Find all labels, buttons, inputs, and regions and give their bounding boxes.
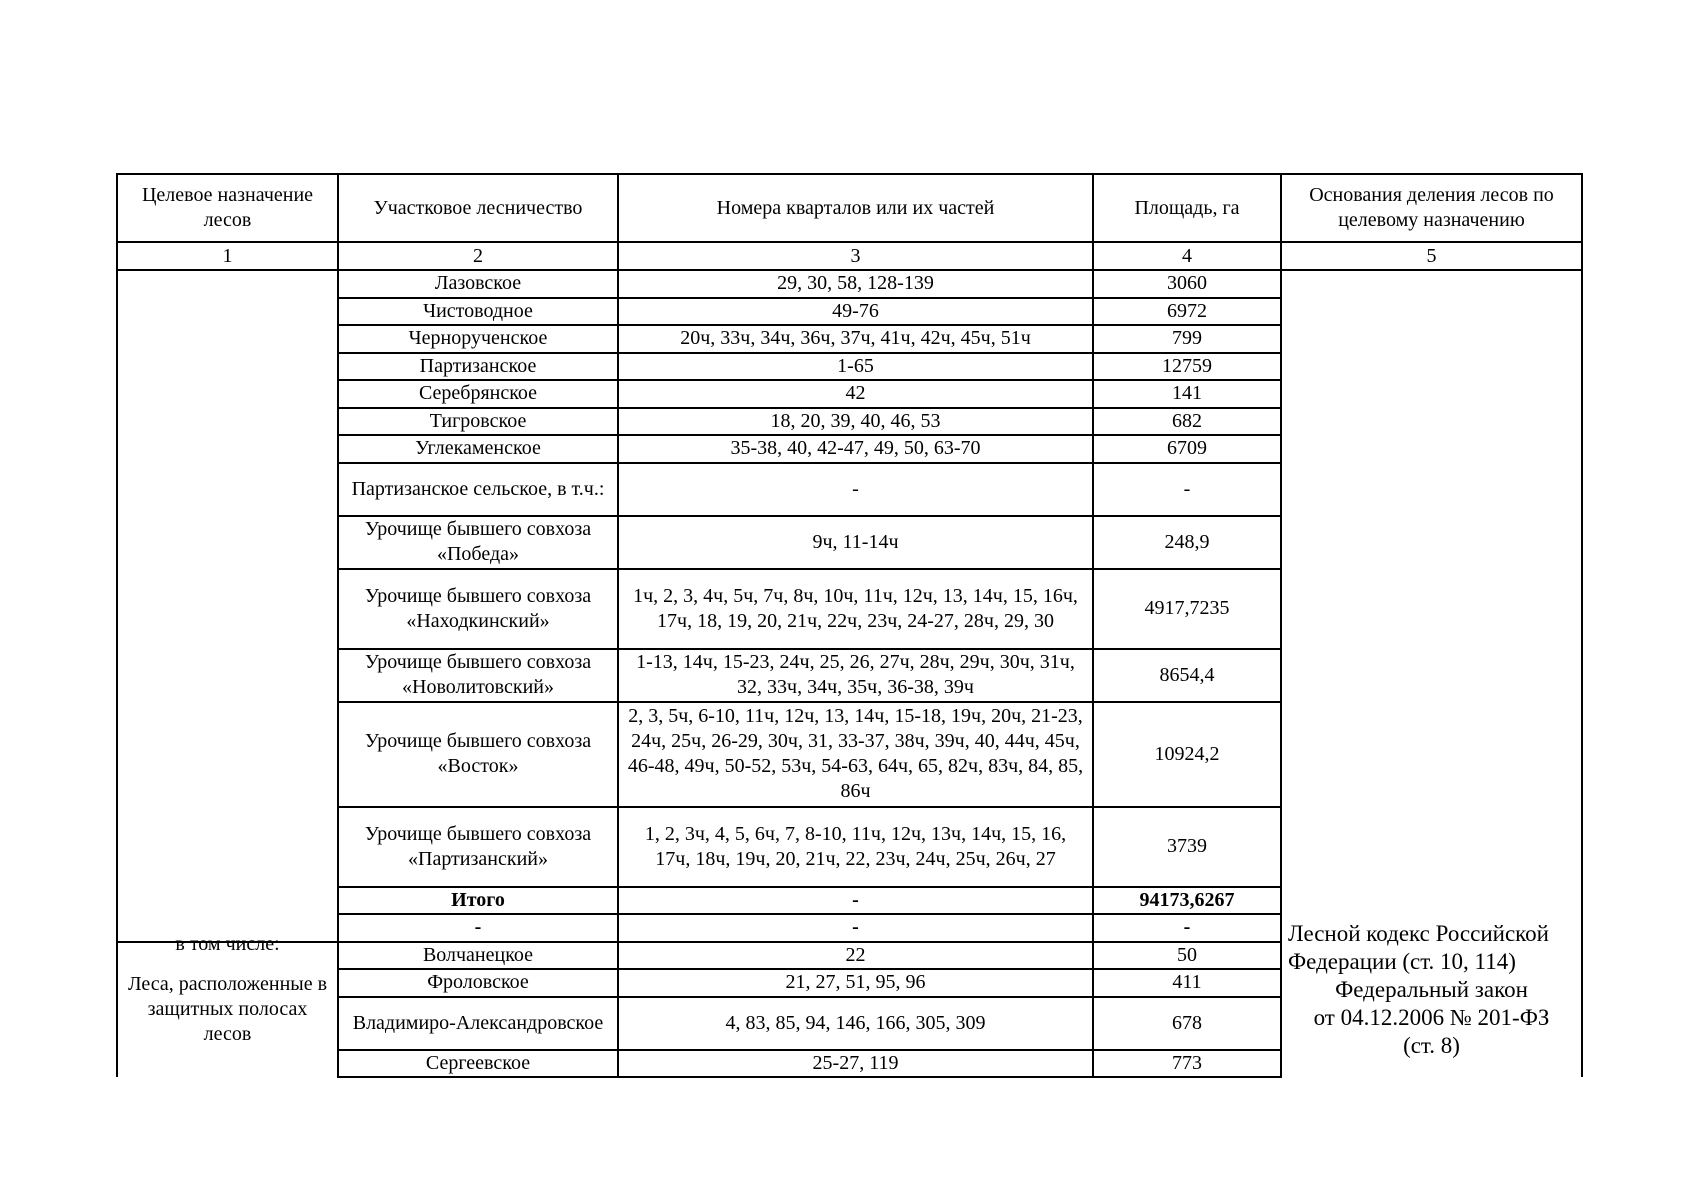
area-cell: 682 <box>1093 408 1281 436</box>
quarters-cell: 20ч, 33ч, 34ч, 36ч, 37ч, 41ч, 42ч, 45ч, 51ч <box>618 325 1093 353</box>
forestry-cell: Фроловское <box>338 969 618 997</box>
forestry-cell: Лазовское <box>338 270 618 298</box>
column-number: 5 <box>1281 242 1582 270</box>
area-cell: 10924,2 <box>1093 702 1281 807</box>
total-quarters: - <box>618 887 1093 915</box>
header-basis: Основания деления лесов по целевому назначению <box>1281 174 1582 242</box>
header-row <box>117 174 1582 242</box>
area-cell: 411 <box>1093 969 1281 997</box>
area-cell: 6972 <box>1093 298 1281 326</box>
including-forestry: - <box>338 914 618 942</box>
including-area: - <box>1093 914 1281 942</box>
header-forestry: Участковое лесничество <box>338 174 618 242</box>
forestry-cell: Углекаменское <box>338 435 618 463</box>
header-quarters: Номера кварталов или их частей <box>618 174 1093 242</box>
purpose-cell-empty <box>117 270 338 942</box>
basis-line: Лесной кодекс Российской <box>1288 921 1549 946</box>
forestry-cell: Урочище бывшего совхоза «Новолитовский» <box>338 649 618 702</box>
forestry-cell: Чистоводное <box>338 298 618 326</box>
area-cell: 678 <box>1093 997 1281 1050</box>
quarters-cell: 1ч, 2, 3, 4ч, 5ч, 7ч, 8ч, 10ч, 11ч, 12ч, 13, 14ч, 15, 16ч, 17ч, 18, 19, 20, 21ч, 22ч, 23ч, 24-27, 28ч, 29, 30 <box>618 569 1093 649</box>
quarters-cell: 1-13, 14ч, 15-23, 24ч, 25, 26, 27ч, 28ч, 29ч, 30ч, 31ч, 32, 33ч, 34ч, 35ч, 36-38, 39ч <box>618 649 1093 702</box>
area-cell: 4917,7235 <box>1093 569 1281 649</box>
forestry-cell: Партизанское <box>338 353 618 381</box>
including-quarters: - <box>618 914 1093 942</box>
forestry-cell: Серебрянское <box>338 380 618 408</box>
forestry-cell: Урочище бывшего совхоза «Находкинский» <box>338 569 618 649</box>
quarters-cell: 25-27, 119 <box>618 1050 1093 1078</box>
forest-division-table <box>116 173 1583 1078</box>
area-cell: 773 <box>1093 1050 1281 1078</box>
total-label: Итого <box>338 887 618 915</box>
forestry-cell: Владимиро-Александровское <box>338 997 618 1050</box>
total-area: 94173,6267 <box>1093 887 1281 915</box>
forestry-cell: Урочище бывшего совхоза «Партизанский» <box>338 807 618 887</box>
quarters-cell: 1, 2, 3ч, 4, 5, 6ч, 7, 8-10, 11ч, 12ч, 13ч, 14ч, 15, 16, 17ч, 18ч, 19ч, 20, 21ч, 22, 23ч, 24ч, 25ч, 26ч, 27 <box>618 807 1093 887</box>
quarters-cell: 42 <box>618 380 1093 408</box>
quarters-cell: 18, 20, 39, 40, 46, 53 <box>618 408 1093 436</box>
quarters-cell: - <box>618 463 1093 516</box>
area-cell: 8654,4 <box>1093 649 1281 702</box>
forestry-cell: Партизанское сельское, в т.ч.: <box>338 463 618 516</box>
column-numbers-row <box>117 242 1582 270</box>
area-cell: 12759 <box>1093 353 1281 381</box>
area-cell: 3060 <box>1093 270 1281 298</box>
quarters-cell: 1-65 <box>618 353 1093 381</box>
basis-cell <box>1281 270 1582 1077</box>
area-cell: 248,9 <box>1093 516 1281 569</box>
quarters-cell: 2, 3, 5ч, 6-10, 11ч, 12ч, 13, 14ч, 15-18, 19ч, 20ч, 21-23, 24ч, 25ч, 26-29, 30ч, 31, 33-37, 38ч, 39ч, 40, 44ч, 45ч, 46-48, 49ч, 50-52, 53ч, 54-63, 64ч, 65, 82ч, 83ч, 84, 85, 86ч <box>618 702 1093 807</box>
column-number: 2 <box>338 242 618 270</box>
forestry-cell: Черноручeнское <box>338 325 618 353</box>
quarters-cell: 4, 83, 85, 94, 146, 166, 305, 309 <box>618 997 1093 1050</box>
header-purpose: Целевое назначение лесов <box>117 174 338 242</box>
column-number: 1 <box>117 242 338 270</box>
column-number: 3 <box>618 242 1093 270</box>
table-row <box>117 270 1582 298</box>
area-cell: 6709 <box>1093 435 1281 463</box>
area-cell: 141 <box>1093 380 1281 408</box>
area-cell: 799 <box>1093 325 1281 353</box>
quarters-cell: 22 <box>618 942 1093 970</box>
header-area: Площадь, га <box>1093 174 1281 242</box>
forestry-cell: Волчанецкое <box>338 942 618 970</box>
basis-line: (ст. 8) <box>1403 1033 1460 1058</box>
area-cell: - <box>1093 463 1281 516</box>
quarters-cell: 49-76 <box>618 298 1093 326</box>
basis-line: Федеральный закон <box>1335 977 1528 1002</box>
protective-label-text: Леса, расположенные в защитных полосах лесов <box>127 973 328 1046</box>
column-number: 4 <box>1093 242 1281 270</box>
quarters-cell: 21, 27, 51, 95, 96 <box>618 969 1093 997</box>
forestry-cell: Сергеевское <box>338 1050 618 1078</box>
forestry-cell: Тигровское <box>338 408 618 436</box>
basis-line: от 04.12.2006 № 201-ФЗ <box>1313 1005 1550 1030</box>
protective-forests-label: в том числе: Леса, расположенные в защитных полосах лесов <box>117 942 338 1078</box>
area-cell: 3739 <box>1093 807 1281 887</box>
quarters-cell: 29, 30, 58, 128-139 <box>618 270 1093 298</box>
basis-line: Федерации (ст. 10, 114) <box>1288 949 1516 974</box>
area-cell: 50 <box>1093 942 1281 970</box>
quarters-cell: 9ч, 11-14ч <box>618 516 1093 569</box>
forestry-cell: Урочище бывшего совхоза «Победа» <box>338 516 618 569</box>
forestry-cell: Урочище бывшего совхоза «Восток» <box>338 702 618 807</box>
quarters-cell: 35-38, 40, 42-47, 49, 50, 63-70 <box>618 435 1093 463</box>
